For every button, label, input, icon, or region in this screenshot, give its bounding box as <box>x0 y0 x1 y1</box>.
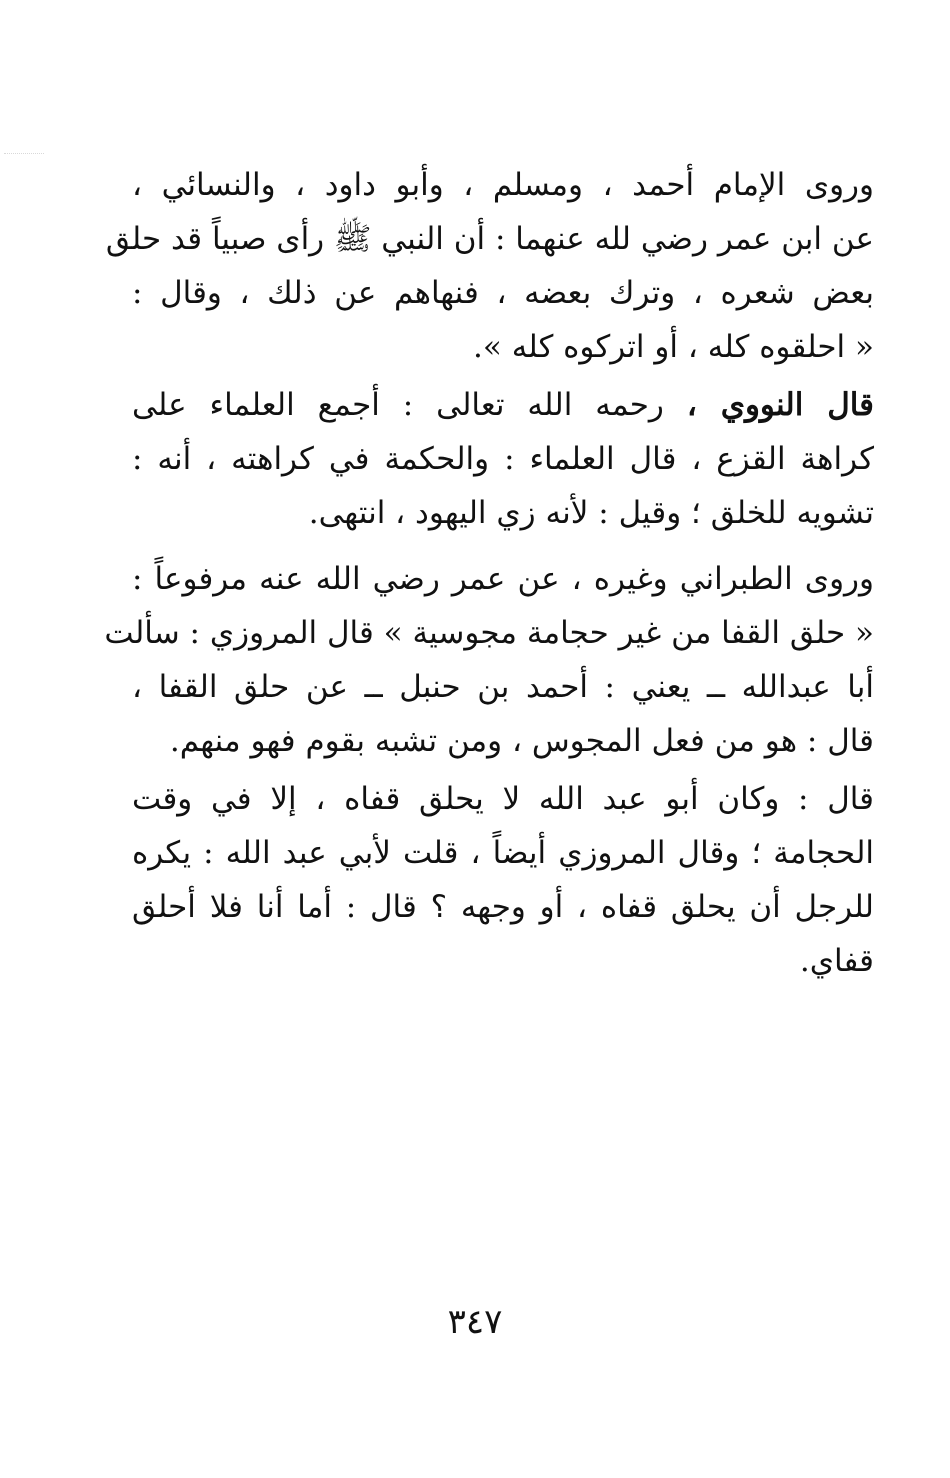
paragraph-1 <box>105 158 874 374</box>
paragraph-4-line-2: الحجامة ؛ وقال المروزي أيضاً ، قلت لأبي عبد الله : يكره <box>132 835 874 871</box>
paragraph-2-line-3: تشويه للخلق ؛ وقيل : لأنه زي اليهود ، انتهى. <box>308 495 874 531</box>
paragraph-3-line-4: قال : هو من فعل المجوس ، ومن تشبه بقوم فهو منهم. <box>169 723 874 759</box>
paragraph-1-line-1: وروى الإمام أحمد ، ومسلم ، وأبو داود ، والنسائي ، <box>132 167 874 203</box>
paragraph-2-line-2: كراهة القزع ، قال العلماء : والحكمة في كراهته ، أنه : <box>132 441 874 477</box>
paragraph-1-line-2: عن ابن عمر رضي لله عنهما : أن النبي ﷺ رأى صبياً قد حلق <box>105 221 874 257</box>
paragraph-3 <box>104 552 874 768</box>
paragraph-3-line-1: وروى الطبراني وغيره ، عن عمر رضي الله عنه مرفوعاً : <box>132 561 874 597</box>
paragraph-2-bold-lead: قال النووي ، <box>686 387 874 423</box>
paragraph-1-line-4: « احلقوه كله ، أو اتركوه كله ». <box>473 329 874 365</box>
paragraph-2-line-1 <box>132 378 874 432</box>
paragraph-4-line-1: قال : وكان أبو عبد الله لا يحلق قفاه ، إلا في وقت <box>132 781 874 817</box>
page-number: ٣٤٧ <box>447 1302 503 1342</box>
paragraph-3-line-3: أبا عبدالله ــ يعني : أحمد بن حنبل ــ عن حلق القفا ، <box>132 669 874 705</box>
paragraph-4 <box>132 772 874 988</box>
paragraph-4-line-4: قفاي. <box>799 943 874 979</box>
paragraph-4-line-3: للرجل أن يحلق قفاه ، أو وجهه ؟ قال : أما أنا فلا أحلق <box>132 889 874 925</box>
paragraph-2 <box>132 378 874 540</box>
paragraph-1-line-3: بعض شعره ، وترك بعضه ، فنهاهم عن ذلك ، وقال : <box>132 275 874 311</box>
paragraph-3-line-2: « حلق القفا من غير حجامة مجوسية » قال المروزي : سألت <box>104 615 874 651</box>
paragraph-2-line-1-rest: رحمه الله تعالى : أجمع العلماء على <box>132 387 664 423</box>
scan-artifact <box>4 153 44 155</box>
